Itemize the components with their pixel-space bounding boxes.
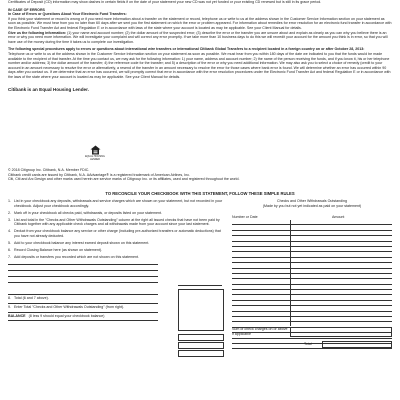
entry-line bbox=[8, 270, 158, 271]
step-text: Enter Total "Checks and Other Withdrawals Outstanding" (from right). bbox=[14, 305, 125, 310]
equal-housing-logo-text: EQUAL HOUSING LENDER bbox=[85, 155, 105, 161]
fine-print-line: Citibank credit cards are issued by Citibank, N.A. AAdvantage® is a registered trademark of American Airlines, Inc. bbox=[8, 172, 191, 177]
total-label: Total bbox=[304, 342, 312, 346]
fine-print-line: © 2018 Citigroup Inc. Citibank, N.A. Member FDIC. bbox=[8, 168, 90, 172]
errors-subheading: In Case of Errors or Questions About Your Electronic Fund Transfers: bbox=[8, 12, 127, 17]
step-number: 1. bbox=[8, 199, 11, 203]
equal-housing-logo bbox=[80, 145, 110, 162]
balance-amount-box[interactable] bbox=[178, 350, 224, 357]
step-number: 8. bbox=[8, 296, 11, 301]
step-number: 5. bbox=[8, 240, 11, 245]
reconcile-step bbox=[8, 218, 224, 227]
balance-row bbox=[8, 312, 158, 321]
outstanding-total-field[interactable] bbox=[322, 341, 392, 348]
step-text: Record Closing Balance here (as shown on statement). bbox=[14, 247, 103, 252]
outstanding-table bbox=[232, 199, 392, 346]
entry-line bbox=[8, 276, 158, 277]
reconcile-step bbox=[8, 241, 224, 246]
errors-body: If you think your statement or record is wrong or if you need more information about a transfer on the statement or record, telephone us or write to us at the address shown in the Customer Service Information section on your statement as soon as possible. We must hear from you no later than 60 days after we sent you the first statement on which the error or problem appeared. For information about remedies for error resolution for an electronic fund transfer in accordance with the Electronic Fund Transfer Act and federal Regulation E or in accordance with laws of the state where your account is located as may be applicable. See your Client Manual for details. bbox=[8, 16, 392, 30]
outstanding-heading: Checks and Other Withdrawals Outstanding bbox=[277, 199, 347, 203]
balance-note: (8 less 9 should equal your checkbook balance) bbox=[28, 314, 105, 319]
step-number: 4. bbox=[8, 229, 11, 234]
step-text: List and total in the "Checks and Other Withdrawals Outstanding" column at the right all issued checks that have not been paid by Citibank together with any applicable check charges and all withdrawals made from your account since your last statement. bbox=[14, 217, 220, 227]
deposits-amount-box[interactable] bbox=[178, 289, 224, 331]
step-number: 6. bbox=[8, 247, 11, 252]
errors-heading: IN CASE OF ERRORS bbox=[8, 7, 45, 12]
reconcile-title: TO RECONCILE YOUR CHECKBOOK WITH THIS STATEMENT, FOLLOW THESE SIMPLE RULES bbox=[105, 191, 295, 196]
intl-section bbox=[8, 47, 392, 79]
errors-give-info bbox=[8, 31, 392, 45]
column-divider bbox=[290, 220, 291, 326]
house-icon bbox=[90, 145, 101, 155]
total-amount-box[interactable] bbox=[178, 334, 224, 341]
sum-charges-box[interactable] bbox=[290, 327, 392, 337]
reconcile-step bbox=[8, 199, 224, 208]
statement-page bbox=[8, 0, 392, 400]
top-continuation: Certificates of Deposit (CD) information may show dashes in certain fields if on the date of your statement your new CD was not yet funded or your existing CD renewed but is still in its grace period. bbox=[8, 0, 322, 4]
equal-housing-statement: Citibank is an Equal Housing Lender. bbox=[8, 86, 89, 92]
sum-charges-label: Sum of check charges on or above if applicable bbox=[232, 327, 288, 336]
intl-heading: The following special procedures apply to errors or questions about international wire transfers or international Citibank Global Transfers to a recipient located in a foreign country on or after October 28, 2013: bbox=[8, 47, 365, 52]
reconcile-step bbox=[8, 255, 158, 260]
fine-print bbox=[8, 168, 392, 182]
intl-body: Telephone us or write to us at the address shown in the Customer Service Information section on your statement as soon as possible. We must hear from you within 180 days of the date we indicated to you that the funds would be made available to the recipient of that transfer. At the time you contact us, we may ask for the following information: 1) your name, address and account number; 2) the name of the person receiving the funds, and if you know it, his or her telephone number and/or address; 3) the dollar amount of the transfer; 4) the reference code for the transfer; and 5) a description of the error or why you need additional information. We may also ask you to select a choice of remedy (credit to your account in an amount necessary to resolve the error or alternatively, a resend of the transfer in an amount necessary to resolve the error for those cases where bank error is found. We will determine whether an error has occurred within 90 days after you contact us. If we determine that an error has occurred, we will promptly correct that error in accordance with the error resolution procedures under the Electronic Fund Transfer Act and federal Regulation E or in accordance with the laws of the state where your account is located as may be applicable. See your Client Manual for details. bbox=[8, 51, 391, 79]
balance-label: BALANCE bbox=[8, 314, 26, 319]
step-number: 3. bbox=[8, 217, 11, 222]
reconcile-step bbox=[8, 294, 158, 301]
step-number: 7. bbox=[8, 254, 11, 259]
entry-line bbox=[8, 264, 158, 265]
give-info-body: (1) your name and account number; (2) the dollar amount of the suspected error; (3) describe the error or the transfer you are unsure about and explain as clearly as you can why you believe there is an error or why you need more information. We will investigate your complaint and will correct any error promptly. If we take more than 10 business days to do this we will recredit your account for the amount you think is in error, so that you will have use of the money during the time it takes us to complete our investigation. bbox=[8, 30, 388, 44]
closing-balance-line[interactable] bbox=[178, 285, 222, 286]
entry-line bbox=[8, 282, 158, 283]
step-number: 2. bbox=[8, 210, 11, 215]
reconcile-step bbox=[8, 248, 224, 253]
outstanding-subheading: (Made by you but not yet indicated as paid on your statement) bbox=[262, 203, 362, 208]
step-number: 9. bbox=[8, 305, 11, 310]
reconcile-step bbox=[8, 229, 224, 238]
errors-section bbox=[8, 8, 392, 45]
reconcile-step bbox=[8, 303, 158, 310]
column-number-date: Number or Date bbox=[232, 215, 258, 219]
reconcile-step bbox=[8, 211, 224, 216]
give-info-label: Give us the following information: bbox=[8, 30, 67, 35]
step-text: Total (6 and 7 above). bbox=[14, 296, 49, 301]
step-text: Deduct from your checkbook balance any service or other charge (including pre-authorized transfers or automatic deductions) that you have not already deducted. bbox=[14, 229, 221, 238]
step-text: Add deposits or transfers you recorded which are not shown on this statement. bbox=[14, 254, 140, 259]
step-text: Add to your checkbook balance any interest earned deposit shown on this statement. bbox=[14, 240, 150, 245]
step-text: Mark off in your checkbook all checks paid, withdrawals, or deposits listed on your statement. bbox=[14, 210, 162, 215]
fine-print-line: Citi, Citi and Arc Design and other marks used herein are service marks of Citigroup Inc. or its affiliates, used and registered throughout the world. bbox=[8, 177, 240, 182]
column-amount: Amount bbox=[332, 215, 345, 219]
outstanding-total-box[interactable] bbox=[178, 342, 224, 349]
step-text: List in your checkbook any deposits, withdrawals and service charges which are shown on your statement, but not recorded in your checkbook. Adjust your checkbook accordingly. bbox=[14, 199, 223, 208]
